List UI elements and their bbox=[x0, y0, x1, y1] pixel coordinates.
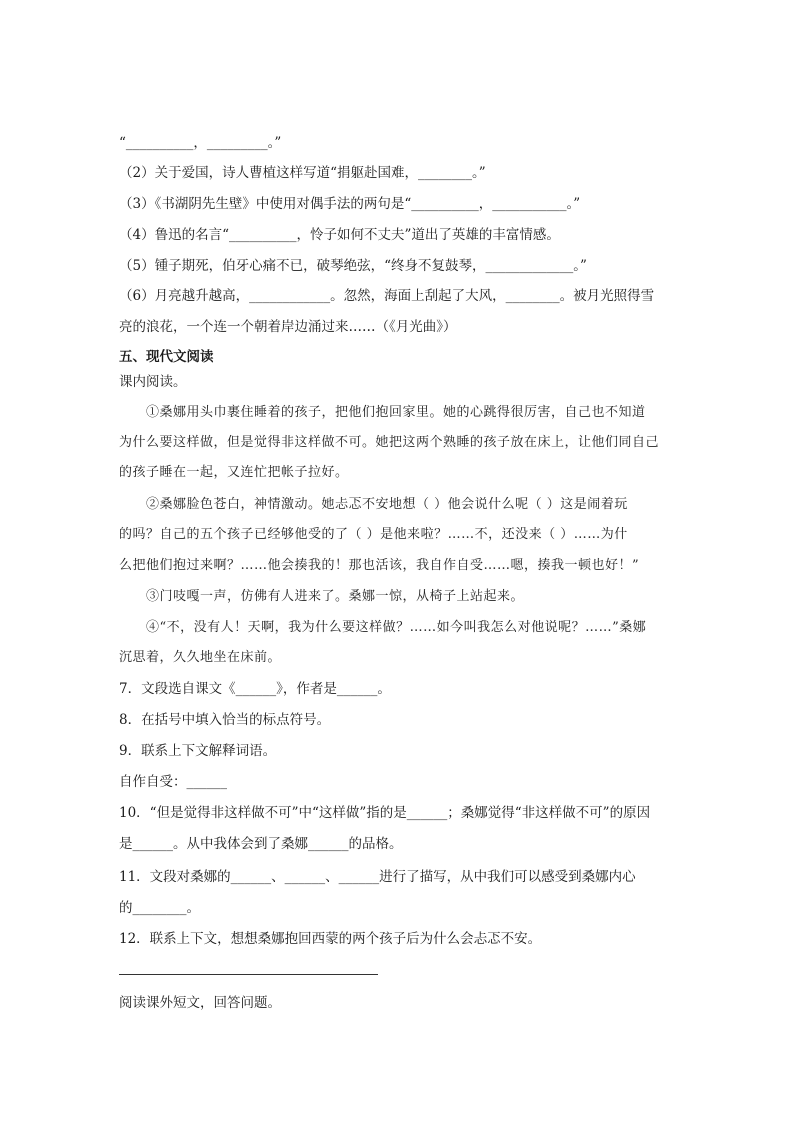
question-6-continued: 亮的浪花，一个连一个朝着岸边涌过来……（《月光曲》） bbox=[119, 319, 457, 335]
question-5: （5）锺子期死，伯牙心痛不已，破琴绝弦，“终身不复鼓琴，_____________。” bbox=[119, 258, 587, 274]
passage-paragraph-1-line-2: 为什么要这样做，但是觉得非这样做不可。她把这两个熟睡的孩子放在床上，让他们同自己 bbox=[119, 435, 660, 450]
passage-paragraph-1-line-3: 的孩子睡在一起，又连忙把帐子拉好。 bbox=[119, 465, 349, 480]
question-7: 7．文段选自课文《______》，作者是______。 bbox=[119, 681, 391, 697]
passage-paragraph-2-line-2: 的吗？自己的五个孩子已经够他受的了（ ）是他来啦？……不，还没来（ ）……为什 bbox=[119, 527, 628, 542]
question-4: （4）鲁迅的名言“__________，怜子如何不丈夫”道出了英雄的丰富情感。 bbox=[119, 227, 560, 243]
question-10: 10．“但是觉得非这样做不可”中“这样做”指的是______；桑娜觉得“非这样做不可”的原因 bbox=[119, 805, 651, 821]
passage-paragraph-1: ①桑娜用头巾裹住睡着的孩子，把他们抱回家里。她的心跳得很厉害，自己也不知道 bbox=[146, 405, 646, 420]
question-8: 8．在括号中填入恰当的标点符号。 bbox=[119, 712, 331, 728]
passage-paragraph-3: ③门吱嘎一声，仿佛有人进来了。桑娜一惊，从椅子上站起来。 bbox=[146, 589, 525, 604]
fill-blank-line-1: “__________，_________。” bbox=[119, 135, 282, 151]
passage-paragraph-2-line-3: 么把他们抱过来啊？……他会揍我的！那也活该，我自作自受……嗯，揍我一顿也好！” bbox=[119, 558, 640, 573]
passage-paragraph-4-line-2: 沉思着，久久地坐在床前。 bbox=[119, 650, 282, 665]
question-3: （3）《书湖阴先生壁》中使用对偶手法的两句是“__________，___________。” bbox=[119, 196, 581, 212]
passage-paragraph-4: ④“不，没有人！天啊，我为什么要这样做？……如今叫我怎么对他说呢？……”桑娜 bbox=[146, 620, 647, 635]
passage-paragraph-2: ②桑娜脸色苍白，神情激动。她忐忑不安地想（ ）他会说什么呢（ ）这是闹着玩 bbox=[146, 497, 628, 512]
question-9-term: 自作自受：______ bbox=[119, 774, 227, 790]
question-6: （6）月亮越升越高，____________。忽然，海面上刮起了大风，________。被月光照得雪 bbox=[119, 288, 655, 304]
section-heading: 五、现代文阅读 bbox=[119, 349, 214, 365]
question-9: 9．联系上下文解释词语。 bbox=[119, 743, 277, 759]
reading-intro: 课内阅读。 bbox=[119, 374, 187, 390]
next-section-intro: 阅读课外短文，回答问题。 bbox=[119, 995, 281, 1011]
question-11-continued: 的________。 bbox=[119, 900, 200, 916]
question-11: 11．文段对桑娜的______、______、______进行了描写，从中我们可以感受到桑娜内心 bbox=[119, 869, 636, 885]
question-10-continued: 是______。从中我体会到了桑娜______的品格。 bbox=[119, 836, 403, 852]
answer-line bbox=[119, 974, 378, 975]
question-2: （2）关于爱国，诗人曹植这样写道“捐躯赴国难，________。” bbox=[119, 165, 486, 181]
question-12: 12．联系上下文，想想桑娜抱回西蒙的两个孩子后为什么会忐忑不安。 bbox=[119, 931, 542, 947]
